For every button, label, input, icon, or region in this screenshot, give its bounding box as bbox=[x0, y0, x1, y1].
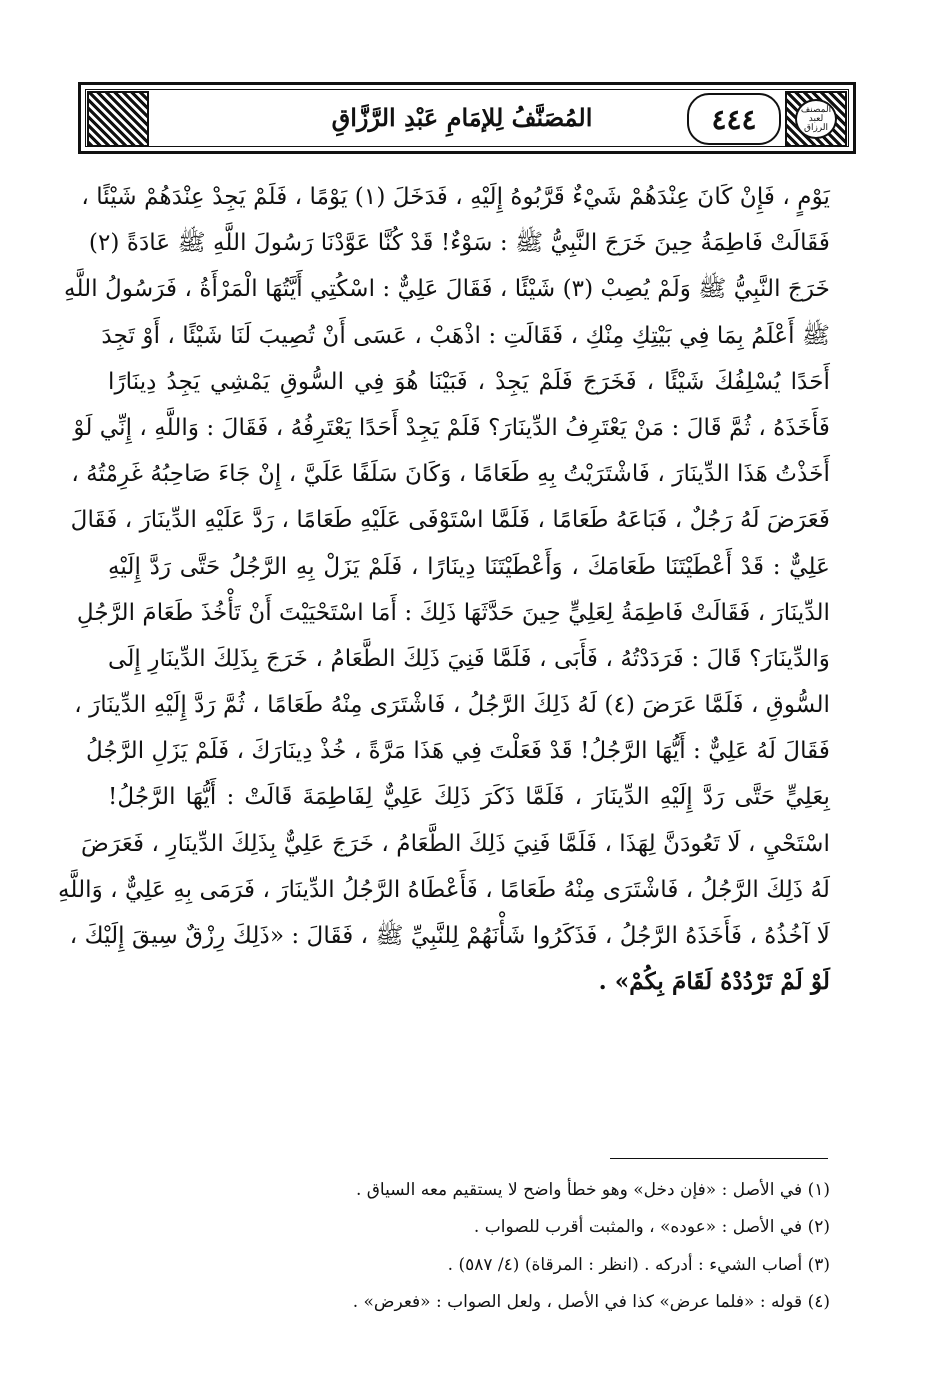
page-number-box bbox=[687, 93, 781, 145]
footnote-separator bbox=[610, 1158, 828, 1159]
text-line-final: لَوْ لَمْ تَرْدُدْهُ لَقَامَ بِكُمْ» . bbox=[598, 968, 830, 996]
footnote-3: (٣) أصاب الشيء : أدركه . (انظر : المرقاة) (٤/ ٥٨٧) . bbox=[447, 1254, 830, 1275]
footnote-2: (٢) في الأصل : «عوده» ، والمثبت أقرب للصواب . bbox=[473, 1217, 830, 1238]
book-emblem bbox=[795, 99, 837, 139]
text-line: السُّوقِ ، فَلَمَّا عَرَضَ (٤) لَهُ ذَلِكَ الرَّجُلُ ، فَاشْتَرَى مِنْهُ طَعَامًا ، ثُمَّ رَدَّ إِلَيْهِ الدِّينَارَ ، bbox=[74, 691, 830, 719]
running-title: المُصَنَّفُ لِلإمَامِ عَبْدِ الرَّزَّاقِ bbox=[331, 102, 593, 132]
main-text bbox=[57, 174, 830, 1005]
text-line: لَا آخُذُهُ ، فَأَخَذَهُ الرَّجُلُ ، فَذَكَرُوا شَأْنَهُمْ لِلنَّبِيِّ ﷺ ، فَقَالَ : «ذَلِكَ رِزْقٌ سِيقَ إِلَيْكَ ، bbox=[69, 922, 830, 949]
ornament-left bbox=[87, 91, 149, 147]
text-line: فَقَالَ لَهُ عَلِيٌّ : أَيُّهَا الرَّجُلُ! قَدْ فَعَلْتَ فِي هَذَا مَرَّةً ، خُذْ دِينَارَكَ ، فَلَمْ يَزَلِ الرَّجُلُ bbox=[85, 737, 830, 765]
text-line: فَقَالَتْ فَاطِمَةُ حِينَ خَرَجَ النَّبِيُّ ﷺ : سَوْءٌ! قَدْ كُنَّا عَوَّدْنَا رَسُولَ اللَّهِ ﷺ عَادَةً (٢) bbox=[88, 229, 830, 257]
text-line: عَلِيٌّ : قَدْ أَعْطَيْتَنَا طَعَامَكَ ، وَأَعْطَيْتَنَا دِينَارًا ، فَلَمْ يَزَلْ بِهِ الرَّجُلُ حَتَّى رَدَّ إِلَيْهِ bbox=[108, 552, 830, 580]
ornament-right bbox=[785, 91, 847, 147]
text-line: لَهُ ذَلِكَ الرَّجُلُ ، فَاشْتَرَى مِنْهُ طَعَامًا ، فَأَعْطَاهُ الرَّجُلُ الدِّينَارَ ، فَرَمَى بِهِ عَلِيٌّ ، وَاللَّهِ bbox=[57, 875, 830, 903]
text-line: الدِّينَارَ ، فَقَالَتْ فَاطِمَةُ لِعَلِيٍّ حِينَ حَدَّثَهَا ذَلِكَ : أَمَا اسْتَحْيَيْتَ أَنْ تَأْخُذَ طَعَامَ الرَّجُلِ bbox=[76, 598, 830, 626]
footnote-4: (٤) قوله : «فلما عرض» كذا في الأصل ، ولعل الصواب : «فعرض» . bbox=[352, 1292, 830, 1313]
emblem-text: المصنف لعبد الرزاق bbox=[800, 104, 832, 133]
text-line: فَأَخَذَهُ ، ثُمَّ قَالَ : مَنْ يَعْتَرِفُ الدِّينَارَ؟ فَلَمْ يَجِدْ أَحَدًا يَعْتَرِفُهُ ، فَقَالَ : وَاللَّهِ ، إِنِّي لَوْ bbox=[73, 413, 830, 441]
footnote-1: (١) في الأصل : «فإن دخل» وهو خطأ واضح لا يستقيم معه السياق . bbox=[355, 1180, 830, 1200]
text-line: خَرَجَ النَّبِيُّ ﷺ وَلَمْ يُصِبْ (٣) شَيْئًا ، فَقَالَ عَلِيٌّ : اسْكُتِي أَيَّتُهَا الْمَرْأَةُ ، فَرَسُولُ اللَّهِ bbox=[64, 275, 830, 303]
page-header bbox=[78, 82, 856, 154]
page-number: ٤٤٤ bbox=[711, 102, 757, 136]
text-line: وَالدِّينَارَ؟ قَالَ : فَرَدَدْتُهُ ، فَأَبَى ، فَلَمَّا فَنِيَ ذَلِكَ الطَّعَامُ ، خَرَجَ بِذَلِكَ الدِّينَارِ إِلَى bbox=[108, 644, 830, 672]
text-line: اسْتَحْيِ ، لَا تَعُودَنَّ لِهَذَا ، فَلَمَّا فَنِيَ ذَلِكَ الطَّعَامُ ، خَرَجَ عَلِيٌّ بِذَلِكَ الدِّينَارِ ، فَعَرَضَ bbox=[81, 829, 830, 857]
text-line: أَحَدًا يُسْلِفُكَ شَيْئًا ، فَخَرَجَ فَلَمْ يَجِدْ ، فَبَيْنَا هُوَ فِي السُّوقِ يَمْشِي يَجِدُ دِينَارًا bbox=[108, 367, 830, 395]
footnotes bbox=[108, 1172, 830, 1322]
text-line: ﷺ أَعْلَمُ بِمَا فِي بَيْتِكِ مِنْكِ ، فَقَالَتِ : اذْهَبْ ، عَسَى أَنْ تُصِيبَ لَنَا شَيْئًا ، أَوْ تَجِدَ bbox=[101, 321, 830, 349]
text-line: فَعَرَضَ لَهُ رَجُلٌ ، فَبَاعَهُ طَعَامًا ، فَلَمَّا اسْتَوْفَى عَلَيْهِ طَعَامًا ، رَدَّ عَلَيْهِ الدِّينَارَ ، فَقَالَ bbox=[70, 506, 830, 534]
text-line: أَخَذْتُ هَذَا الدِّينَارَ ، فَاشْتَرَيْتُ بِهِ طَعَامًا ، وَكَانَ سَلَفًا عَلَيَّ ، إِنْ جَاءَ صَاحِبُهُ غَرِمْتُهُ ، bbox=[71, 460, 830, 488]
text-line: يَوْمٍ ، فَإِنْ كَانَ عِنْدَهُمْ شَيْءٌ قَرَّبُوهُ إِلَيْهِ ، فَدَخَلَ (١) يَوْمًا ، فَلَمْ يَجِدْ عِنْدَهُمْ شَيْئًا ، bbox=[81, 183, 830, 210]
text-line: بِعَلِيٍّ حَتَّى رَدَّ إِلَيْهِ الدِّينَارَ ، فَلَمَّا ذَكَرَ ذَلِكَ عَلِيٌّ لِفَاطِمَةَ قَالَتْ : أَيُّهَا الرَّجُلُ! bbox=[108, 783, 830, 811]
